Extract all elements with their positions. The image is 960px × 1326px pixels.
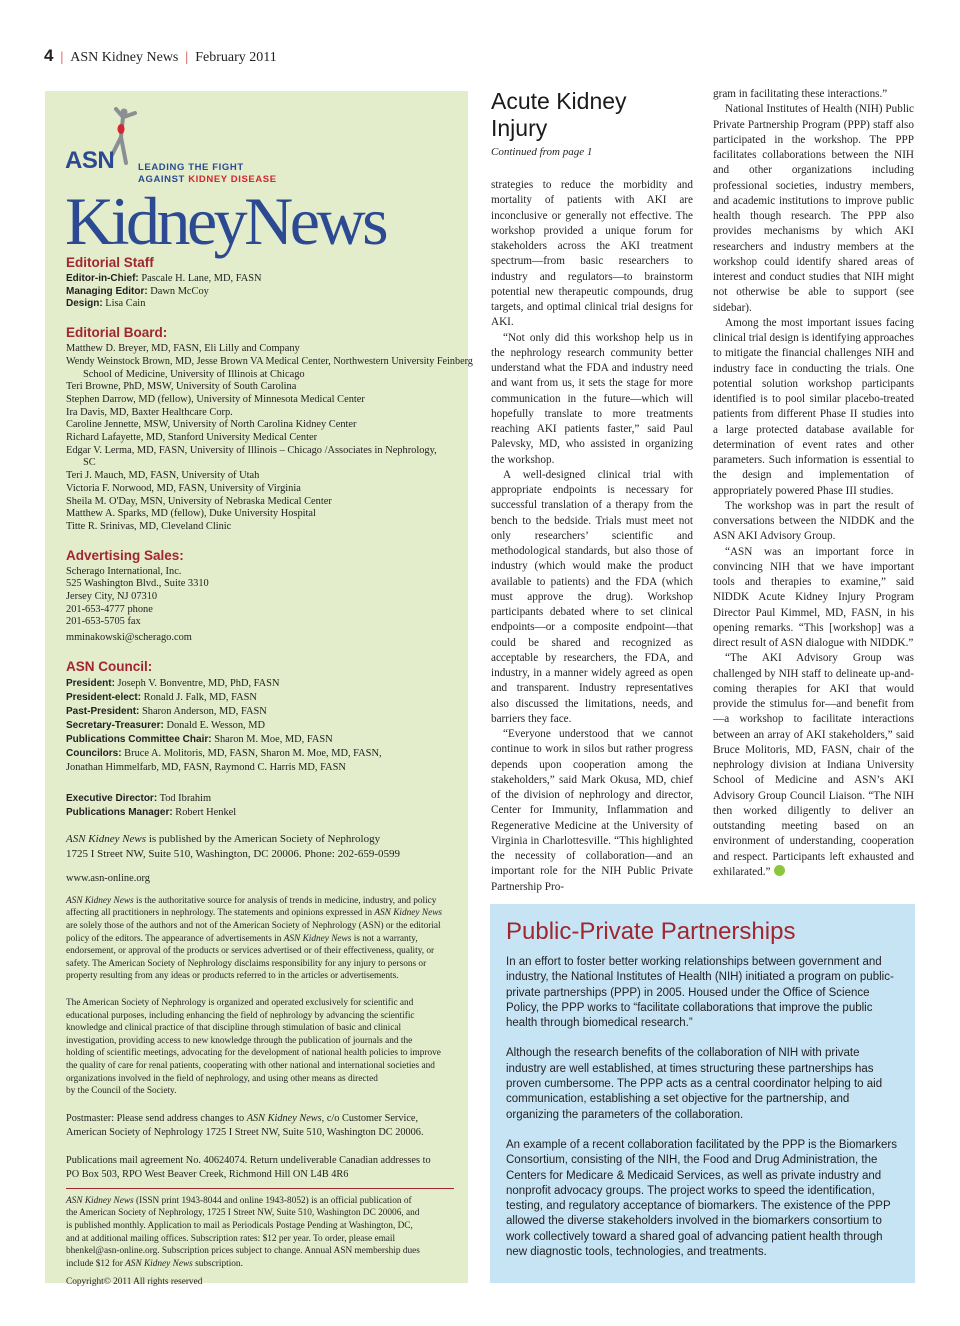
board-member: Victoria F. Norwood, MD, FASN, University of Virginia [66,482,301,494]
article-title: Acute Kidney Injury [491,88,627,141]
board-member: Wendy Weinstock Brown, MD, Jesse Brown VA Medical Center, Northwestern University Feinberg [66,355,473,367]
staff-row: Managing Editor: Dawn McCoy [66,285,209,297]
header-separator: | [185,50,189,65]
header-separator: | [60,50,64,65]
contact-line: 201-653-4777 phone [66,603,153,615]
postmaster-note: Postmaster: Please send address changes to ASN Kidney News, c/o Customer Service, American Society of Nephrology 1725 I Street NW, Suite 510, Washington DC 20006. [66,1112,424,1138]
board-member: Matthew A. Sparks, MD (fellow), Duke University Hospital [66,508,316,520]
masthead-body [66,255,473,1289]
board-member: Titte R. Srinivas, MD, Cleveland Clinic [66,520,232,532]
society-purpose: The American Society of Nephrology is organized and operated exclusively for scientific and educational purposes, including enhancing the field of nephrology by advancing the scientific knowledge and clinical practice of that discipline through stimulation of basic and clinical investigation, providing access to new knowledge through the publication of journals and the holding of scientific meetings, advocating for the development of national health policies to improve the quality of care for renal patients, cooperating with other national and international societies and organizations involved in the field of nephrology, and using other means as directed by the Council of the Society. [66,998,441,1097]
council-row: Secretary-Treasurer: Donald E. Wesson, MD [66,719,265,731]
article-paragraph: National Institutes of Health (NIH) Public Private Partnership Program (PPP) staff also participated in the workshop. The PPP facilitates collaborations between the NIH and other organizations including professional societies, industry members, and academic institutions to improve public health though research. The PPP also provides mechanisms by which AKI researchers and industry members at the workshop could identify shared areas of interest and conduct studies that NIH might not otherwise be able to support (see sidebar). [713,103,914,314]
board-member: Stephen Darrow, MD (fellow), University of Minnesota Medical Center [66,393,365,405]
board-member: SC [83,457,96,469]
contact-line: Jersey City, NJ 07310 [66,591,158,603]
advertising-contact [66,566,456,645]
executive-row: Publications Manager: Robert Henkel [66,806,237,818]
page-number: 4 [44,46,54,65]
board-member: Teri J. Mauch, MD, FASN, University of Utah [66,470,260,482]
advertising-heading: Advertising Sales: [66,547,184,563]
continued-from-note: Continued from page 1 [491,146,593,158]
executive-row: Executive Director: Tod Ibrahim [66,792,212,804]
editorial-staff-heading: Editorial Staff [66,255,154,270]
publication-name: ASN Kidney News [70,50,179,65]
issue-date: February 2011 [195,50,277,65]
kidney-news-logo [65,105,445,259]
board-member: Edgar V. Lerma, MD, FASN, University of Illinois – Chicago /Associates in Nephrology, [66,444,437,456]
council-row: Publications Committee Chair: Sharon M. Moe, MD, FASN [66,733,333,745]
editorial-board-list [66,343,473,534]
staff-row: Design: Lisa Cain [66,298,146,310]
sidebar-title: Public-Private Partnerships [506,918,796,945]
divider [66,1188,454,1189]
article-paragraph: strategies to reduce the morbidity and mortality of patients with AKI are inconclusive or generally not effective. The workshop provided a unique forum for stakeholders across the AKI treatment spectrum—from basic researchers to industry and regulators—to brainstorm potential new therapeutic compounds, drug targets, and optimal clinical trial designs for AKI. [491,179,693,329]
board-member: Matthew D. Breyer, MD, FASN, Eli Lilly and Company [66,343,300,355]
board-member: Ira Davis, MD, Baxter Healthcare Corp. [66,406,233,418]
council-row: Past-President: Sharon Anderson, MD, FASN [66,705,267,717]
issn-note: ASN Kidney News (ISSN print 1943-8044 and online 1943-8052) is an official publication of the American Society of Nephrology, 1725 I Street NW, Suite 510, Washington DC 20006, and is published monthly. Application to mail as Periodicals Postage Pending at Washington, DC, and at additional mailing offices. Subscription rates: $12 per year. To order, please email bhenkel@asn-online.org. Subscription prices subject to change. Annual ASN membership dues include $12 for ASN Kidney News subscription. Copyright© 2011 All rights reserved [66,1195,456,1289]
council-row: Councilors: Bruce A. Molitoris, MD, FASN, Sharon M. Moe, MD, FASN, [66,747,382,759]
copyright: Copyright© 2011 All rights reserved [66,1277,203,1288]
logo-tagline: LEADING THE FIGHT [138,162,244,173]
article-column-2 [713,87,914,880]
article-paragraph: “Not only did this workshop help us in the nephrology research community better understand what the FDA and industry need and want from us, it sets the stage for more communication in the future—which will hopefully translate to more treatments reaching AKI patients faster,” said Paul Palevsky, MD, who assisted in organizing the workshop. [491,331,693,466]
article-paragraph: “The AKI Advisory Group was challenged by NIH staff to delineate up-and-coming therapies for AKI that would provide the stimulus for—and benefit from—a workshop to facilitate interactions between an array of AKI stakeholders,” said Bruce Molitoris, MD, FASN, chair of the nephrology division at Indiana University School of Medicine and ASN’s AKI Advisory Group Council Liaison. “The NIH then worked diligently to deliver an outstanding meeting based on an environment of understanding, cooperation and respect. Participants left exhausted and exhilarated.” [713,652,914,878]
board-member: Teri Browne, PhD, MSW, University of South Carolina [66,381,297,393]
article-paragraph: The workshop was in part the result of conversations between the NIDDK and the ASN AKI Advisory Group. [713,499,914,543]
editorial-board-heading: Editorial Board: [66,325,168,341]
advertising-email[interactable]: mminakowski@scherago.com [66,632,192,644]
board-member: Caroline Jennette, MSW, University of North Carolina Kidney Center [66,419,357,431]
executive-list [66,792,456,820]
council-list [66,677,456,775]
article-paragraph: A well-designed clinical trial with appropriate endpoints is necessary for successful translation of a therapy from the bench to the bedside. Trials must meet not only researchers’ scientific and methodological standards, but also those of industry (which would make the product available to patients) and the FDA (which must approve the drug). Workshop participants debated where to set clinical endpoints—or a composite endpoint—that could be shared and recognized as acceptable by researchers, the FDA, and industry, in a manner widely agreed as open and transparent. Industry representatives also discussed the limitations, needs, and barriers they face. [491,468,693,725]
board-member: Sheila M. O'Day, MSN, University of Nebraska Medical Center [66,495,332,507]
sidebar-paragraph: An example of a recent collaboration facilitated by the PPP is the Biomarkers Consortium, consisting of the NIH, the Food and Drug Administration, the Centers for Medicare & Medicaid Services, as well as private industry and nonprofit advocacy groups. The project works to speed the identification, testing, and regulatory acceptance of biomarkers. The existence of the PPP allowed the diverse stakeholders involved in the biomarkers consortium to work collectively toward a shared goal of advancing patient health through new diagnostic tools, technologies, and treatments. [506,1138,897,1259]
public-private-partnerships-sidebar [490,904,915,1283]
article-paragraph: Among the most important issues facing clinical trial design is identifying approaches to mitigate the financial challenges NIH and industry face in conducting the trials. One potential solution workshop participants identified is to pool similar placebo-treated patients from different Phase II studies into a large protected database available for determination of event rates and other parameters. Such information is essential to the design and implementation of appropriately powered Phase III studies. [713,316,915,497]
council-row: Jonathan Himmelfarb, MD, FASN, Raymond C. Harris MD, FASN [66,761,346,773]
kidney-news-wordmark: KidneyNews [65,183,386,259]
end-of-article-icon [774,865,785,876]
council-heading: ASN Council: [66,658,153,674]
staff-row: Editor-in-Chief: Pascale H. Lane, MD, FASN [66,273,262,284]
masthead-panel [45,91,473,1288]
website-link[interactable]: www.asn-online.org [66,872,150,884]
council-row: President: Joseph V. Bonventre, MD, PhD, FASN [66,677,280,689]
sidebar-paragraph: Although the research benefits of the collaboration of NIH with private industry are well established, at times structuring these partnerships has proven cumbersome. The PPP acts as a central coordinator helping to aid communication, establishing a set objective for the partnership, and organizing the parameters of the collaboration. [506,1047,883,1121]
council-row: President-elect: Ronald J. Falk, MD, FASN [66,691,257,703]
disclaimer: ASN Kidney News is the authoritative source for analysis of trends in medicine, industry, and policy affecting all practitioners in nephrology. The statements and opinions expressed in ASN Kidney News are solely those of the authors and not of the American Society of Nephrology (ASN) or the editorial policy of the editors. The appearance of advertisements in ASN Kidney News is not a warranty, endorsement, or approval of the products or services advertised or of their effectiveness, quality, or safety. The American Society of Nephrology disclaims responsibility for any injury to persons or property resulting from any ideas or products referred to in the articles or advertisements. [66,895,443,982]
article-paragraph: “ASN was an important force in convincing NIH that we have important tools and therapies to examine,” said NIDDK Acute Kidney Injury Program Director Paul Kimmel, MD, FASN, in his opening remarks. “This [workshop] was a direct result of ASN dialogue with NIDDK.” [713,545,914,649]
article-paragraph: gram in facilitating these interactions.” [713,88,888,100]
mail-agreement: Publications mail agreement No. 40624074. Return undeliverable Canadian addresses to PO Box 503, RPO West Beaver Creek, Richmond Hill ON L4B 4R6 [66,1154,431,1180]
editorial-staff-list [66,273,456,311]
contact-line: 525 Washington Blvd., Suite 3310 [66,578,209,590]
board-member: Richard Lafayette, MD, Stanford University Medical Center [66,432,318,444]
board-member: School of Medicine, University of Illinois at Chicago [83,368,305,380]
publisher-info: ASN Kidney News is published by the American Society of Nephrology 1725 I Street NW, Suite 510, Washington, DC 20006. Phone: 202-659-0599 www.asn-online.org [66,832,456,886]
asn-logo-text: ASN [65,147,115,174]
article-column-1 [491,178,693,895]
sidebar-paragraph: In an effort to foster better working relationships between government and industry, the National Institutes of Health (NIH) initiated a program on public-private partnerships (PPP) in 2005. Housed under the Office of Science Policy, the PPP works to “facilitate collaborations that improve the public health through biomedical research.” [506,956,894,1030]
page-header [44,46,277,68]
contact-line: 201-653-5705 fax [66,616,141,628]
article-paragraph: “Everyone understood that we cannot continue to work in silos but rather progress depends upon cooperation among the stakeholders,” said Mark Okusa, MD, chief of the division of nephrology and director, Center for Immunity, Inflammation and Regenerative Medicine at the University of Virginia in Charlottesville. “This highlighted the necessity of collaboration—and an important role for the NIH Public Private Partnership Pro- [491,728,693,893]
contact-line: Scherago International, Inc. [66,565,182,577]
logo-tagline: AGAINST KIDNEY DISEASE [138,174,277,185]
